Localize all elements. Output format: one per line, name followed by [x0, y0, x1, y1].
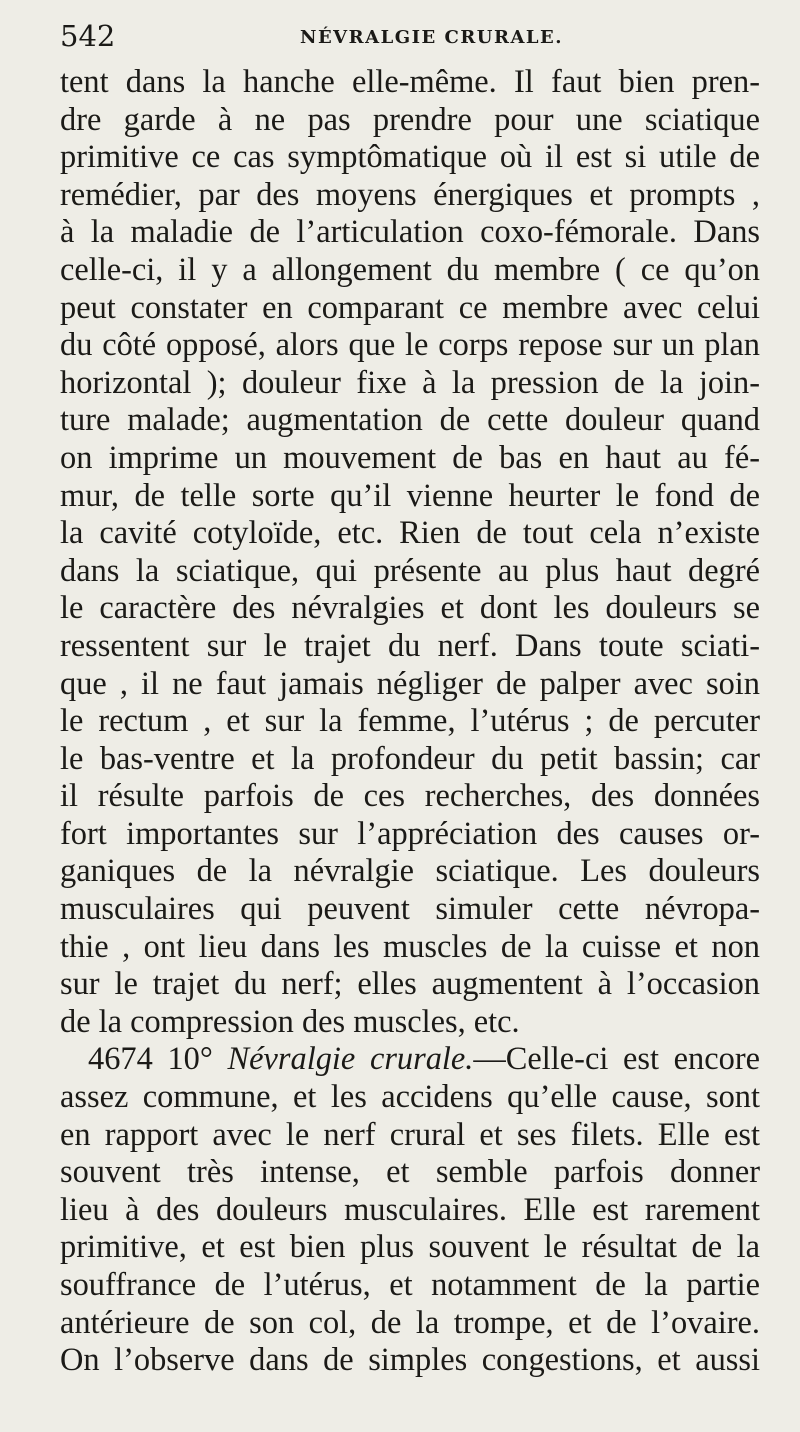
text-line: en rapport avec le nerf crural et ses filets. Elle est	[60, 1116, 760, 1153]
text-line: dre garde à ne pas prendre pour une sciatique	[60, 101, 760, 138]
running-head: NÉVRALGIE CRURALE.	[300, 27, 564, 48]
text-line: tent dans la hanche elle-même. Il faut bien pren-	[60, 64, 760, 100]
text-line: ture malade; augmentation de cette douleur quand	[60, 402, 760, 439]
text-line: assez commune, et les accidens qu’elle cause, sont	[60, 1079, 760, 1116]
text-line: lieu à des douleurs musculaires. Elle est rarement	[60, 1191, 760, 1228]
text-line: ganiques de la névralgie sciatique. Les douleurs	[60, 853, 760, 890]
text-line: le rectum , et sur la femme, l’utérus ; de percuter	[60, 703, 760, 740]
text-line: primitive ce cas symptômatique où il est si utile de	[60, 139, 760, 176]
paragraph-continuation	[60, 64, 760, 1041]
text-line: que , il ne faut jamais négliger de palper avec soin	[60, 665, 760, 702]
text-line: antérieure de son col, de la trompe, et de l’ovaire.	[60, 1304, 760, 1341]
section-heading-line	[60, 1041, 760, 1079]
text-line: thie , ont lieu dans les muscles de la cuisse et non	[60, 928, 760, 965]
text-line: fort importantes sur l’appréciation des causes or-	[60, 815, 760, 852]
text-line: On l’observe dans de simples congestions, et aussi	[60, 1342, 760, 1379]
text-line: à la maladie de l’articulation coxo-fémorale. Dans	[60, 214, 760, 251]
section-nevralgie-crurale	[60, 1041, 760, 1379]
text-line: souvent très intense, et semble parfois donner	[60, 1154, 760, 1191]
text-line: musculaires qui peuvent simuler cette névropa-	[60, 891, 760, 928]
section-number: 4674 10°	[88, 1041, 213, 1078]
text-line: souffrance de l’utérus, et notamment de la partie	[60, 1267, 760, 1303]
text-line: on imprime un mouvement de bas en haut au fé-	[60, 439, 760, 476]
body-text	[60, 64, 760, 1380]
text-line: dans la sciatique, qui présente au plus haut degré	[60, 552, 760, 589]
section-first-line-text: —Celle-ci est encore	[473, 1041, 760, 1078]
text-line: peut constater en comparant ce membre avec celui	[60, 289, 760, 326]
text-line: de la compression des muscles, etc.	[60, 1003, 520, 1040]
text-line: du côté opposé, alors que le corps repose sur un plan	[60, 327, 760, 364]
text-line: il résulte parfois de ces recherches, des données	[60, 778, 760, 815]
text-line: celle-ci, il y a allongement du membre ( ce qu’on	[60, 251, 760, 288]
text-line: le bas-ventre et la profondeur du petit bassin; car	[60, 740, 760, 777]
text-line: ressentent sur le trajet du nerf. Dans toute sciati-	[60, 627, 760, 664]
text-line: horizontal ); douleur fixe à la pression de la join-	[60, 364, 760, 401]
text-line: remédier, par des moyens énergiques et prompts ,	[60, 176, 760, 213]
text-line: mur, de telle sorte qu’il vienne heurter le fond de	[60, 477, 760, 514]
page-header	[60, 20, 760, 52]
section-title: Névralgie crurale.	[227, 1041, 474, 1078]
text-line: la cavité cotyloïde, etc. Rien de tout cela n’existe	[60, 515, 760, 552]
text-line: primitive, et est bien plus souvent le résultat de la	[60, 1229, 760, 1266]
text-line: le caractère des névralgies et dont les douleurs se	[60, 590, 760, 627]
page-number: 542	[60, 19, 116, 53]
text-line: sur le trajet du nerf; elles augmentent à l’occasion	[60, 966, 760, 1003]
